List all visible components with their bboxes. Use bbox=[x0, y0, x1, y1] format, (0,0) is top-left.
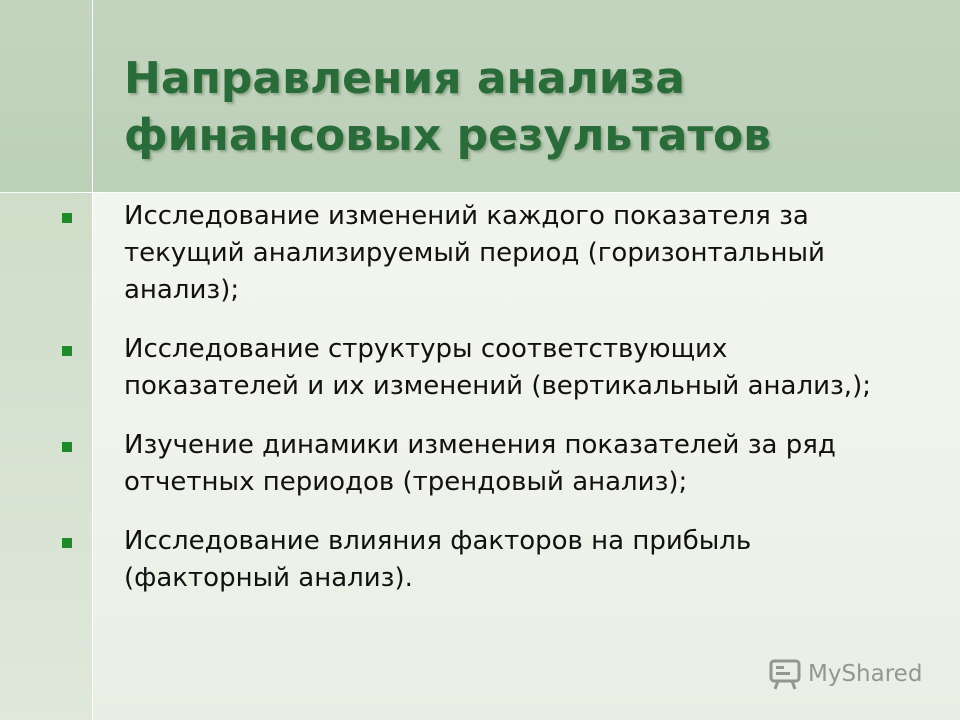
bullet-text: Исследование влияния факторов на прибыль (факторный анализ). bbox=[124, 526, 752, 593]
watermark bbox=[768, 657, 922, 691]
bullet-text: Исследование структуры соответствующих показателей и их изменений (вертикальный анализ,); bbox=[124, 334, 871, 401]
horizontal-divider bbox=[0, 192, 960, 193]
square-bullet-icon bbox=[62, 538, 72, 548]
sparkle-horizontal bbox=[64, 192, 122, 193]
bullet-text: Исследование изменений каждого показателя за текущий анализируемый период (горизонтальный анализ); bbox=[124, 201, 825, 305]
square-bullet-icon bbox=[62, 346, 72, 356]
watermark-text: MyShared bbox=[808, 661, 923, 687]
bullet-list bbox=[60, 198, 940, 597]
bullet-text: Изучение динамики изменения показателей за ряд отчетных периодов (трендовый анализ); bbox=[124, 430, 836, 497]
bullet-item bbox=[60, 198, 940, 309]
bullet-item bbox=[60, 427, 940, 501]
bullet-item bbox=[60, 523, 940, 597]
presentation-board-icon bbox=[768, 657, 802, 691]
square-bullet-icon bbox=[62, 213, 72, 223]
slide-title: Направления анализа финансовых результатов bbox=[124, 53, 772, 161]
bullet-item bbox=[60, 331, 940, 405]
square-bullet-icon bbox=[62, 442, 72, 452]
